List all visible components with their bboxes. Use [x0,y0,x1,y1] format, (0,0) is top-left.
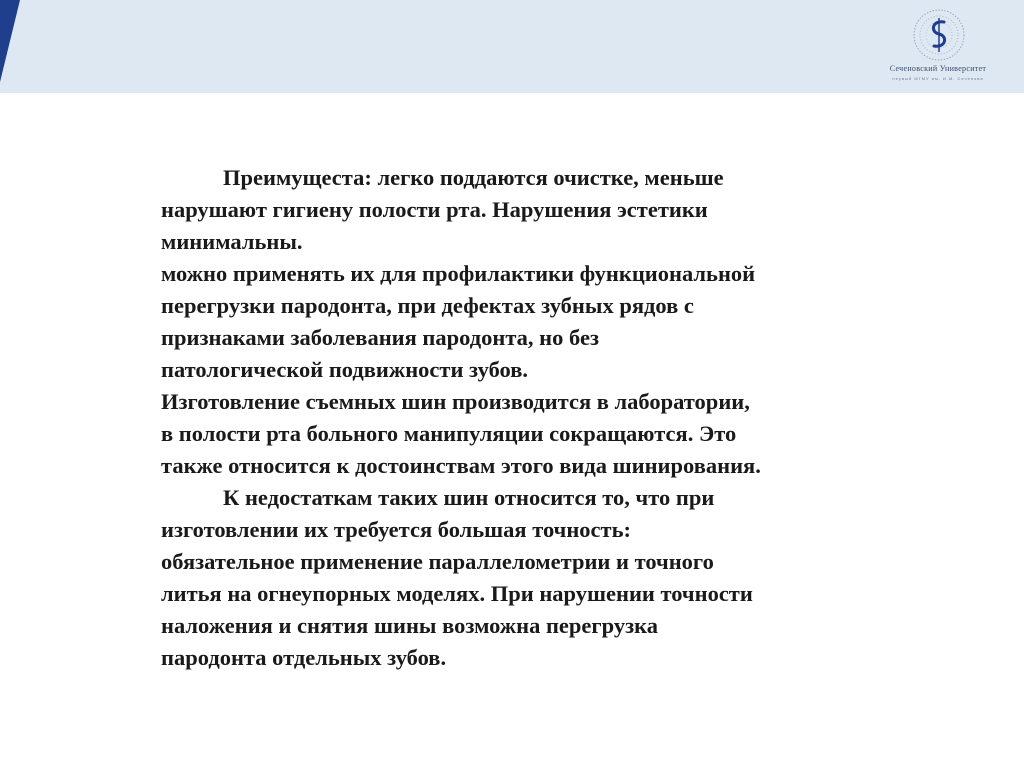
text-line: наложения и снятия шины возможна перегрузка [161,613,658,638]
text-line: пародонта отдельных зубов. [161,645,447,670]
text-line: литья на огнеупорных моделях. При нарушении точности [161,581,753,606]
text-line: изготовлении их требуется большая точность: [161,517,631,542]
text-line: Изготовление съемных шин производится в лаборатории, [161,389,750,414]
text-line: в полости рта больного манипуляции сокращаются. Это [161,421,737,446]
text-line: минимальны. [161,229,303,254]
header-band [0,0,1024,93]
slide-body-text [161,162,981,674]
text-line: обязательное применение параллелометрии и точного [161,549,714,574]
text-line: признаками заболевания пародонта, но без [161,325,599,350]
header-accent-stripe [0,0,1024,93]
text-line: нарушают гигиену полости рта. Нарушения эстетики [161,197,708,222]
logo-subtitle: первый МГМУ им. И.М. Сеченова [892,76,984,81]
text-line: Преимущеста: легко поддаются очистке, меньше [223,165,724,190]
text-line: можно применять их для профилактики функциональной [161,261,756,286]
text-line: также относится к достоинствам этого вида шинирования. [161,453,761,478]
text-line: патологической подвижности зубов. [161,357,528,382]
university-logo [878,6,998,90]
text-line: перегрузки пародонта, при дефектах зубных рядов с [161,293,694,318]
university-emblem-icon [910,8,968,64]
logo-name: Сеченовский Университет [889,64,987,73]
text-line: К недостаткам таких шин относится то, что при [223,485,715,510]
